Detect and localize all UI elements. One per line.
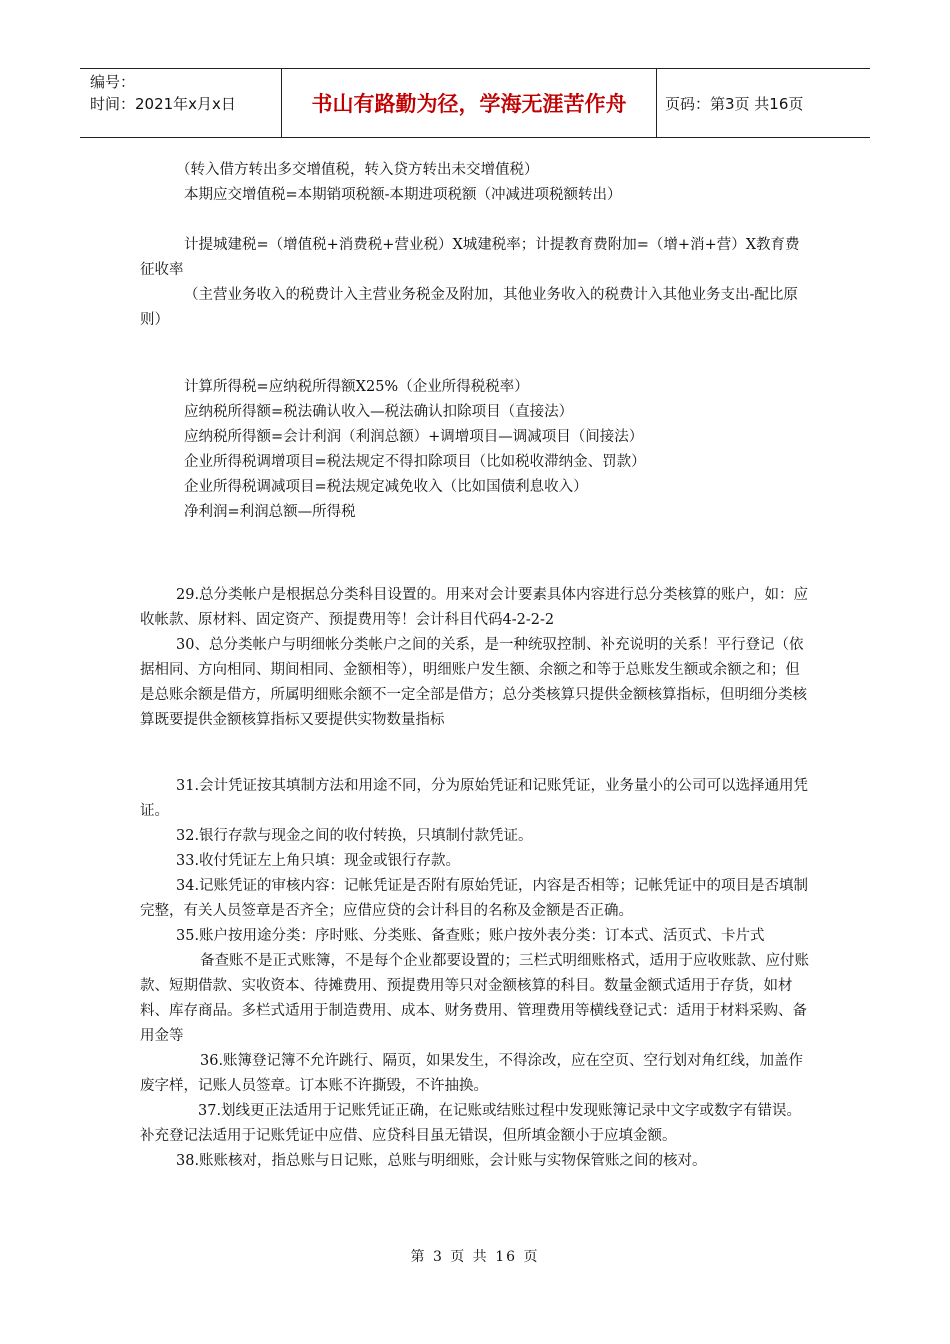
paragraph: 33.收付凭证左上角只填：现金或银行存款。: [176, 853, 461, 869]
paragraph: 35.账户按用途分类：序时账、分类账、备查账；账户按外表分类：订本式、活页式、卡片式: [176, 928, 765, 944]
paragraph: 36.账簿登记簿不允许跳行、隔页，如果发生，不得涂改，应在空页、空行划对角红线，加盖作废字样，记账人员签章。订本账不许撕毁，不许抽换。: [140, 1053, 804, 1094]
header-page-label: 页码：第3页 共16页: [665, 94, 804, 113]
time-label: 时间：2021年x月x日: [90, 95, 236, 113]
paragraph: （主营业务收入的税费计入主营业务税金及附加，其他业务收入的税费计入其他业务支出-配比原则）: [140, 287, 798, 328]
paragraph: 34.记账凭证的审核内容：记帐凭证是否附有原始凭证，内容是否相等；记帐凭证中的项目是否填制完整，有关人员签章是否齐全；应借应贷的会计科目的名称及金额是否正确。: [140, 878, 809, 919]
paragraph: 37.划线更正法适用于记账凭证正确，在记账或结账过程中发现账簿记录中文字或数字有错误。补充登记法适用于记账凭证中应借、应贷科目虽无错误，但所填金额小于应填金额。: [140, 1103, 802, 1144]
paragraph: 38.账账核对，指总账与日记账，总账与明细账，会计账与实物保管账之间的核对。: [176, 1153, 707, 1169]
paragraph: 备查账不是正式账簿，不是每个企业都要设置的；三栏式明细账格式，适用于应收账款、应付账款、短期借款、实收资本、待摊费用、预提费用等只对金额核算的科目。数量金额式适用于存货，如材料、库存商品。多栏式适用于制造费用、成本、财务费用、管理费用等横线登记式：适用于材料采购、备用金等: [140, 953, 809, 1044]
number-label: 编号：: [90, 73, 136, 91]
page-header: [80, 68, 870, 138]
document-body: [140, 158, 812, 1174]
paragraph: 32.银行存款与现金之间的收付转换，只填制付款凭证。: [176, 828, 533, 844]
paragraph: 30、总分类帐户与明细帐分类帐户之间的关系，是一种统驭控制、补充说明的关系！平行登记（依据相同、方向相同、期间相同、金额相等），明细账户发生额、余额之和等于总账发生额或余额之和；但是总账余额是借方，所属明细账余额不一定全部是借方；总分类核算只提供金额核算指标，但明细分类核算既要提供金额核算指标又要提供实物数量指标: [140, 637, 807, 728]
header-meta: [80, 69, 282, 137]
page-footer: 第 3 页 共 16 页: [410, 1249, 540, 1265]
paragraph: 应纳税所得额=会计利润（利润总额）+调增项目—调减项目（间接法）: [184, 429, 644, 445]
paragraph: （转入借方转出多交增值税，转入贷方转出未交增值税）: [176, 162, 539, 178]
paragraph: 应纳税所得额=税法确认收入—税法确认扣除项目（直接法）: [184, 404, 574, 420]
paragraph: 净利润=利润总额—所得税: [184, 504, 356, 520]
paragraph: 计提城建税=（增值税+消费税+营业税）X城建税率；计提教育费附加=（增+消+营）X教育费征收率: [140, 237, 800, 278]
header-motto: 书山有路勤为径，学海无涯苦作舟: [282, 69, 657, 137]
paragraph: 企业所得税调增项目=税法规定不得扣除项目（比如税收滞纳金、罚款）: [184, 454, 646, 470]
paragraph: 本期应交增值税=本期销项税额-本期进项税额（冲减进项税额转出）: [184, 187, 622, 203]
paragraph: 企业所得税调减项目=税法规定减免收入（比如国债利息收入）: [184, 479, 588, 495]
paragraph: 29.总分类帐户是根据总分类科目设置的。用来对会计要素具体内容进行总分类核算的账户，如：应收帐款、原材料、固定资产、预提费用等！会计科目代码4-2-2-2: [140, 587, 809, 628]
paragraph: 计算所得税=应纳税所得额X25%（企业所得税税率）: [184, 379, 529, 395]
paragraph: 31.会计凭证按其填制方法和用途不同，分为原始凭证和记账凭证，业务量小的公司可以选择通用凭证。: [140, 778, 809, 819]
